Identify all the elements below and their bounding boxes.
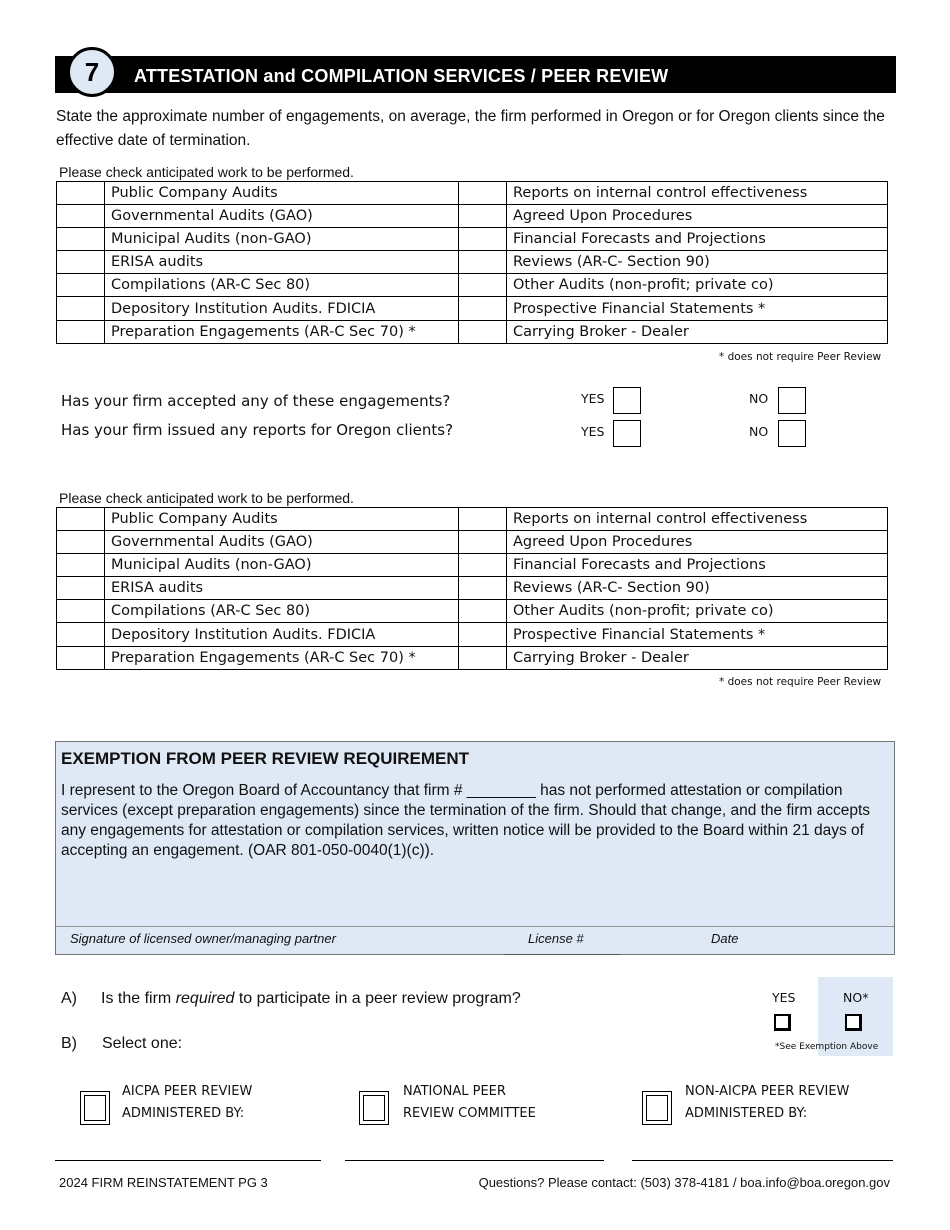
table-row [57, 554, 888, 577]
footer-page-label: 2024 FIRM REINSTATEMENT PG 3 [59, 1175, 268, 1190]
national-peer-option-label: NATIONAL PEER REVIEW COMMITTEE [403, 1084, 536, 1121]
date-label: Date [711, 931, 739, 946]
engagement-label: Municipal Audits (non-GAO) [105, 554, 459, 577]
required-yes-checkbox[interactable] [774, 1014, 791, 1031]
engagement-checkbox[interactable] [57, 228, 105, 251]
table-row [57, 274, 888, 297]
engagement-label: Reviews (AR-C- Section 90) [507, 577, 888, 600]
aicpa-administrator-line[interactable] [55, 1160, 321, 1161]
section-number: 7 [67, 47, 117, 97]
table-row [57, 531, 888, 554]
engagement-checkbox[interactable] [459, 600, 507, 623]
yes-label: YES [772, 990, 796, 1005]
no-label: NO [749, 391, 769, 406]
engagement-checkbox[interactable] [57, 205, 105, 228]
peer-review-note: * does not require Peer Review [719, 351, 882, 363]
engagement-table-1 [56, 181, 888, 344]
engagement-checkbox[interactable] [57, 623, 105, 646]
engagement-checkbox[interactable] [57, 251, 105, 274]
no-label: NO [749, 424, 769, 439]
engagement-label: Reports on internal control effectiveness [507, 508, 888, 531]
no-label: NO* [843, 990, 869, 1005]
engagement-checkbox[interactable] [459, 320, 507, 343]
engagement-checkbox[interactable] [459, 205, 507, 228]
engagement-label: Depository Institution Audits. FDICIA [105, 297, 459, 320]
engagement-label: Prospective Financial Statements * [507, 623, 888, 646]
table-row [57, 577, 888, 600]
question-a-letter: A) [61, 990, 77, 1007]
engagement-label: ERISA audits [105, 577, 459, 600]
engagement-checkbox[interactable] [57, 554, 105, 577]
question-b-letter: B) [61, 1035, 77, 1052]
issued-yes-checkbox[interactable] [613, 420, 641, 447]
engagement-label: Public Company Audits [105, 182, 459, 205]
non-aicpa-option-label: NON-AICPA PEER REVIEW ADMINISTERED BY: [685, 1084, 850, 1121]
engagement-label: Financial Forecasts and Projections [507, 228, 888, 251]
engagement-checkbox[interactable] [459, 646, 507, 669]
yes-label: YES [581, 391, 605, 406]
engagement-checkbox[interactable] [57, 182, 105, 205]
engagement-label: Prospective Financial Statements * [507, 297, 888, 320]
signature-line[interactable] [56, 926, 894, 927]
table-row [57, 228, 888, 251]
accepted-no-checkbox[interactable] [778, 387, 806, 414]
intro-text: State the approximate number of engagements, on average, the firm performed in Oregon or for Oregon clients since the effective date of termination. [56, 108, 885, 149]
engagement-label: Governmental Audits (GAO) [105, 531, 459, 554]
question-issued: Has your firm issued any reports for Oregon clients? [61, 421, 454, 439]
table-row [57, 623, 888, 646]
engagement-label: Municipal Audits (non-GAO) [105, 228, 459, 251]
engagement-checkbox[interactable] [57, 646, 105, 669]
engagement-label: Other Audits (non-profit; private co) [507, 600, 888, 623]
engagement-table-2 [56, 507, 888, 670]
table-row [57, 600, 888, 623]
engagement-checkbox[interactable] [57, 577, 105, 600]
exemption-text: I represent to the Oregon Board of Accountancy that firm # ________ has not performed attestation or compilation services (except preparation engagements) since the termination of the firm. Should that change, and the firm accepts any engagements for attestation or compilation services, written notice will be provided to the Board within 21 days of accepting an engagement. (OAR 801-050-0040(1)(c)). [61, 782, 871, 859]
engagement-checkbox[interactable] [459, 228, 507, 251]
engagement-label: Preparation Engagements (AR-C Sec 70) * [105, 320, 459, 343]
engagement-label: Preparation Engagements (AR-C Sec 70) * [105, 646, 459, 669]
exemption-title: EXEMPTION FROM PEER REVIEW REQUIREMENT [61, 749, 470, 768]
engagement-label: Reports on internal control effectiveness [507, 182, 888, 205]
engagement-label: Depository Institution Audits. FDICIA [105, 623, 459, 646]
engagement-checkbox[interactable] [459, 554, 507, 577]
engagement-label: Compilations (AR-C Sec 80) [105, 600, 459, 623]
engagement-checkbox[interactable] [459, 577, 507, 600]
yes-label: YES [581, 424, 605, 439]
national-peer-checkbox[interactable] [359, 1091, 389, 1125]
engagement-checkbox[interactable] [57, 600, 105, 623]
engagement-label: Reviews (AR-C- Section 90) [507, 251, 888, 274]
table-row [57, 320, 888, 343]
engagement-checkbox[interactable] [57, 274, 105, 297]
engagement-checkbox[interactable] [459, 508, 507, 531]
table-row [57, 297, 888, 320]
engagement-label: Agreed Upon Procedures [507, 531, 888, 554]
license-underline [504, 954, 620, 955]
aicpa-option-label: AICPA PEER REVIEW ADMINISTERED BY: [122, 1084, 253, 1121]
required-no-checkbox[interactable] [845, 1014, 862, 1031]
engagement-checkbox[interactable] [459, 297, 507, 320]
question-a-text: Is the firm required to participate in a peer review program? [101, 990, 521, 1007]
engagement-checkbox[interactable] [57, 508, 105, 531]
engagement-label: Carrying Broker - Dealer [507, 320, 888, 343]
engagement-checkbox[interactable] [459, 182, 507, 205]
license-label: License # [528, 931, 584, 946]
issued-no-checkbox[interactable] [778, 420, 806, 447]
engagement-checkbox[interactable] [459, 251, 507, 274]
table-row [57, 508, 888, 531]
engagement-label: ERISA audits [105, 251, 459, 274]
table-row [57, 182, 888, 205]
engagement-label: Other Audits (non-profit; private co) [507, 274, 888, 297]
engagement-label: Compilations (AR-C Sec 80) [105, 274, 459, 297]
aicpa-checkbox[interactable] [80, 1091, 110, 1125]
table-row [57, 646, 888, 669]
question-accepted: Has your firm accepted any of these engagements? [61, 392, 451, 410]
engagement-checkbox[interactable] [459, 531, 507, 554]
engagement-checkbox[interactable] [57, 531, 105, 554]
table-row [57, 205, 888, 228]
engagement-checkbox[interactable] [57, 297, 105, 320]
question-b-text: Select one: [102, 1035, 183, 1052]
signature-label: Signature of licensed owner/managing partner [70, 931, 336, 946]
section-title: ATTESTATION and COMPILATION SERVICES / PEER REVIEW [134, 66, 669, 86]
table-1-label: Please check anticipated work to be performed. [59, 164, 354, 180]
engagement-label: Public Company Audits [105, 508, 459, 531]
engagement-checkbox[interactable] [459, 274, 507, 297]
table-2-label: Please check anticipated work to be performed. [59, 490, 354, 506]
peer-review-note: * does not require Peer Review [719, 676, 882, 688]
engagement-label: Governmental Audits (GAO) [105, 205, 459, 228]
engagement-checkbox[interactable] [459, 623, 507, 646]
non-aicpa-administrator-line[interactable] [632, 1160, 893, 1161]
accepted-yes-checkbox[interactable] [613, 387, 641, 414]
engagement-label: Financial Forecasts and Projections [507, 554, 888, 577]
engagement-label: Agreed Upon Procedures [507, 205, 888, 228]
national-peer-line[interactable] [345, 1160, 604, 1161]
non-aicpa-checkbox[interactable] [642, 1091, 672, 1125]
engagement-label: Carrying Broker - Dealer [507, 646, 888, 669]
exemption-note: *See Exemption Above [775, 1042, 879, 1052]
engagement-checkbox[interactable] [57, 320, 105, 343]
table-row [57, 251, 888, 274]
footer-contact: Questions? Please contact: (503) 378-4181 / boa.info@boa.oregon.gov [478, 1175, 890, 1190]
